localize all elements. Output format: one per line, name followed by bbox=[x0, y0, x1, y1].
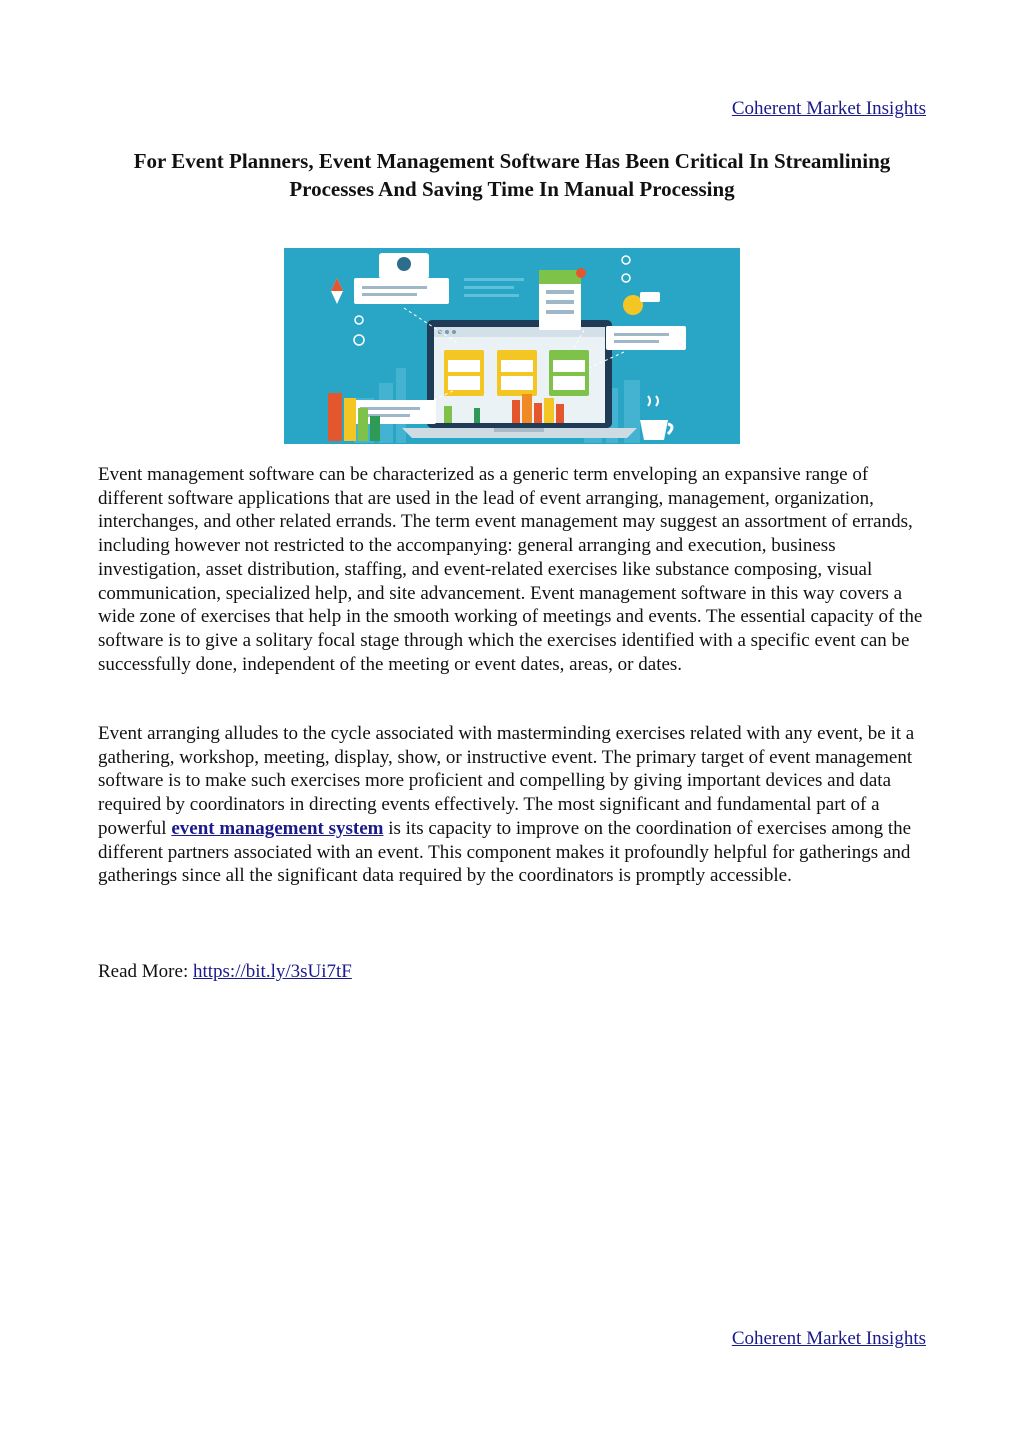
hero-illustration bbox=[284, 248, 740, 444]
read-more bbox=[98, 961, 352, 983]
paragraph-details-text-b: is its capacity to improve on the coordination of exercises among the different partners associated with an event. This component makes it profoundly helpful for gatherings and gatherings since all the significant data required by the coordinators is promptly accessible. bbox=[98, 817, 912, 887]
header-brand-link[interactable]: Coherent Market Insights bbox=[731, 98, 926, 119]
read-more-label: Read More: bbox=[98, 961, 193, 982]
read-more-link[interactable]: https://bit.ly/3sUi7tF bbox=[192, 961, 352, 982]
paragraph-details bbox=[98, 722, 928, 888]
paragraph-details-text-a: Event arranging alludes to the cycle associated with masterminding exercises related with any event, be it a gathering, workshop, meeting, display, show, or instructive event. The primary target of event management software is to make such exercises more proficient and compelling by giving important devices and data required by coordinators in directing events effectively. The most significant and fundamental part of a powerful bbox=[98, 723, 915, 839]
paragraph-intro: Event management software can be characterized as a generic term enveloping an expansive range of different software applications that are used in the lead of event arranging, management, organization, interchanges, and other related errands. The term event management may suggest an assortment of errands, including however not restricted to the accompanying: general arranging and execution, business investigation, asset distribution, staffing, and event-related exercises like substance composing, visual communication, specialized help, and site advancement. Event management software in this way covers a wide zone of exercises that help in the smooth working of meetings and events. The essential capacity of the software is to give a solitary focal stage through which the exercises identified with a specific event can be successfully done, independent of the meeting or event dates, areas, or dates. bbox=[98, 464, 923, 675]
footer-brand-link[interactable]: Coherent Market Insights bbox=[731, 1328, 926, 1349]
event-management-system-link[interactable]: event management system bbox=[171, 817, 384, 839]
article-title: For Event Planners, Event Management Software Has Been Critical In Streamlining Processes And Saving Time In Manual Processing bbox=[133, 149, 891, 201]
